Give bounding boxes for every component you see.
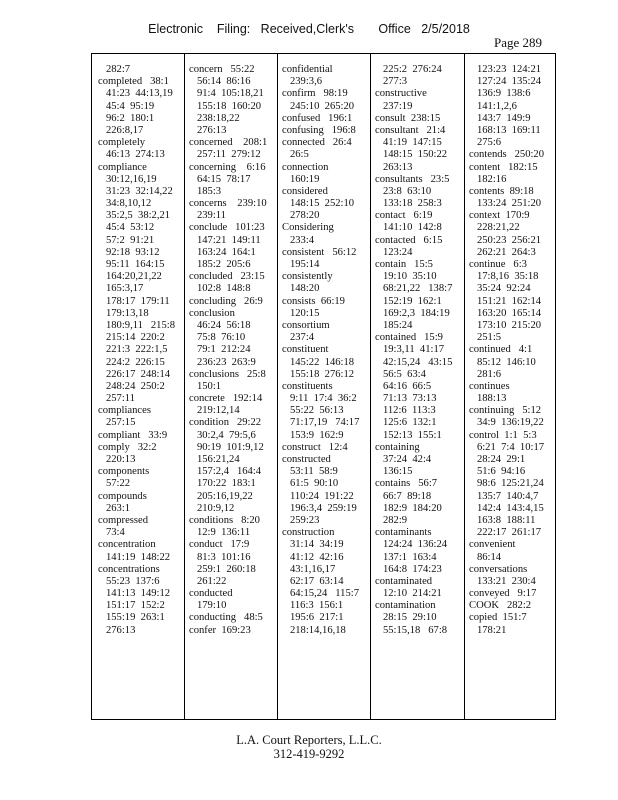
- index-line: conclude 101:23: [189, 222, 265, 234]
- index-column-3: [282, 64, 373, 637]
- index-line: 277:3: [375, 76, 408, 88]
- index-line: 262:21 264:3: [469, 246, 536, 258]
- index-line: constructed: [282, 454, 331, 465]
- index-line: 276:13: [98, 624, 136, 636]
- index-line: 257:11: [98, 393, 135, 405]
- index-line: compliances: [98, 405, 151, 417]
- index-line: 112:6 113:3: [375, 405, 436, 417]
- index-line: 163:8 188:11: [469, 514, 536, 526]
- index-line: 30:12,16,19: [98, 173, 157, 185]
- index-line: continuing 5:12: [469, 405, 542, 417]
- index-line: 239:11: [189, 210, 226, 222]
- index-line: 110:24 191:22: [282, 490, 354, 502]
- index-line: compressed: [98, 514, 149, 526]
- index-line: consistent 56:12: [282, 246, 357, 258]
- index-line: contains 56:7: [375, 478, 438, 490]
- index-line: 282:9: [375, 514, 408, 526]
- index-line: constructive: [375, 88, 427, 100]
- index-line: 23:8 63:10: [375, 185, 432, 197]
- index-line: 205:16,19,22: [189, 490, 253, 502]
- index-line: concentrations: [98, 563, 160, 575]
- index-line: 17:8,16 35:18: [469, 271, 539, 283]
- index-line: 248:24 250:2: [98, 380, 165, 392]
- index-line: 185:2 205:6: [189, 259, 251, 270]
- index-line: 31:23 32:14,22: [98, 185, 173, 197]
- index-line: 125:6 132:1: [375, 417, 437, 429]
- index-line: concerning 6:16: [189, 161, 266, 173]
- index-line: 210:9,12: [189, 502, 235, 514]
- index-line: 215:14 220:2: [98, 332, 165, 344]
- word-index-frame: [91, 53, 556, 720]
- index-line: contact 6:19: [375, 210, 433, 222]
- index-line: 259:23: [282, 514, 320, 526]
- index-line: 169:2,3 184:19: [375, 307, 450, 319]
- index-line: 45:4 95:19: [98, 100, 155, 112]
- index-line: 196:3,4 259:19: [282, 502, 357, 514]
- index-line: 51:6 94:16: [469, 466, 526, 478]
- index-line: 148:15 150:22: [375, 149, 448, 161]
- index-line: concern 55:22: [189, 64, 255, 75]
- index-line: considered: [282, 185, 328, 197]
- index-line: confused 196:1: [282, 112, 353, 124]
- index-line: 152:13 155:1: [375, 429, 442, 441]
- index-line: contents 89:18: [469, 185, 534, 197]
- index-line: 185:24: [375, 319, 413, 331]
- index-line: 55:15,18 67:8: [375, 624, 448, 636]
- index-line: construction: [282, 527, 335, 539]
- index-line: 147:21 149:11: [189, 234, 261, 246]
- index-line: connection: [282, 161, 329, 173]
- index-line: context 170:9: [469, 210, 530, 222]
- index-line: comply 32:2: [98, 441, 157, 453]
- index-line: 188:13: [469, 393, 507, 405]
- index-line: consists 66:19: [282, 295, 345, 307]
- index-line: 141:10 142:8: [375, 222, 442, 234]
- index-line: continues: [469, 380, 510, 392]
- index-line: 28:15 29:10: [375, 612, 437, 624]
- index-line: 133:24 251:20: [469, 198, 542, 210]
- index-line: 263:1: [98, 502, 131, 514]
- index-line: 19:10 35:10: [375, 271, 437, 283]
- index-line: 168:13 169:11: [469, 124, 541, 136]
- index-line: 178:21: [469, 624, 507, 636]
- index-line: 257:11 279:12: [189, 149, 261, 161]
- index-line: concluding 26:9: [189, 295, 263, 307]
- index-line: concerned 208:1: [189, 137, 268, 149]
- index-line: 137:1 163:4: [375, 551, 437, 563]
- index-line: 95:11 164:15: [98, 259, 165, 270]
- index-line: conducting 48:5: [189, 612, 263, 624]
- index-line: 55:23 137:6: [98, 575, 160, 587]
- index-line: 219:12,14: [189, 405, 240, 417]
- index-line: 163:24 164:1: [189, 246, 256, 258]
- index-line: consultants 23:5: [375, 173, 450, 185]
- index-line: 41:19 147:15: [375, 137, 442, 149]
- index-line: contaminated: [375, 575, 433, 587]
- index-line: 222:17 261:17: [469, 527, 542, 539]
- index-line: confer 169:23: [189, 624, 251, 636]
- index-line: 233:4: [282, 234, 315, 246]
- index-line: contamination: [375, 600, 436, 612]
- index-line: 182:16: [469, 173, 507, 185]
- index-line: 153:9 162:9: [282, 429, 344, 441]
- index-line: 148:15 252:10: [282, 198, 355, 210]
- index-line: consultant 21:4: [375, 124, 446, 136]
- index-line: 275:6: [469, 137, 502, 149]
- index-line: contends 250:20: [469, 149, 545, 161]
- index-line: 150:1: [189, 380, 222, 392]
- index-line: 225:2 276:24: [375, 64, 442, 75]
- index-line: 164:20,21,22: [98, 271, 162, 283]
- index-line: 239:3,6: [282, 76, 323, 88]
- index-line: copied 151:7: [469, 612, 527, 624]
- index-line: 53:11 58:9: [282, 466, 338, 478]
- index-line: 180:9,11 215:8: [98, 319, 176, 331]
- index-line: 42:15,24 43:15: [375, 356, 453, 368]
- index-line: 64:15,24 115:7: [282, 588, 360, 600]
- index-line: 141:19 148:22: [98, 551, 171, 563]
- index-line: 237:19: [375, 100, 413, 112]
- index-line: 19:3,11 41:17: [375, 344, 445, 356]
- index-line: 224:2 226:15: [98, 356, 165, 368]
- index-line: 96:2 180:1: [98, 112, 155, 124]
- index-line: 56:14 86:16: [189, 76, 251, 88]
- index-line: 155:18 276:12: [282, 368, 355, 380]
- index-line: 133:18 258:3: [375, 198, 442, 210]
- index-line: confirm 98:19: [282, 88, 348, 100]
- index-line: 66:7 89:18: [375, 490, 432, 502]
- index-line: 45:4 53:12: [98, 222, 155, 234]
- index-line: 75:8 76:10: [189, 332, 246, 344]
- index-line: concerns 239:10: [189, 198, 267, 210]
- index-line: completed 38:1: [98, 76, 169, 88]
- index-line: constituents: [282, 380, 333, 392]
- index-line: 251:5: [469, 332, 502, 344]
- index-line: 143:7 149:9: [469, 112, 531, 124]
- index-line: continued 4:1: [469, 344, 533, 356]
- footer: [0, 734, 618, 761]
- index-line: 79:1 212:24: [189, 344, 251, 356]
- index-line: continue 6:3: [469, 259, 527, 270]
- index-line: 92:18 93:12: [98, 246, 160, 258]
- index-line: containing: [375, 441, 420, 453]
- index-line: 236:23 263:9: [189, 356, 256, 368]
- index-line: 259:1 260:18: [189, 563, 256, 575]
- index-line: concentration: [98, 539, 156, 551]
- filing-header: Electronic Filing: Received,Clerk's Office 2/5/2018: [148, 22, 470, 36]
- index-line: conduct 17:9: [189, 539, 250, 551]
- index-line: conclusions 25:8: [189, 368, 266, 380]
- index-line: 35:24 92:24: [469, 283, 531, 295]
- index-line: 164:8 174:23: [375, 563, 442, 575]
- index-line: 116:3 156:1: [282, 600, 344, 612]
- index-line: 123:23 124:21: [469, 64, 542, 75]
- index-line: 179:13,18: [98, 307, 149, 319]
- index-line: 218:14,16,18: [282, 624, 346, 636]
- index-column-2: [189, 64, 280, 637]
- index-line: 141:13 149:12: [98, 588, 171, 600]
- index-line: 73:4: [98, 527, 125, 539]
- index-line: 34:8,10,12: [98, 198, 152, 210]
- index-line: concrete 192:14: [189, 393, 263, 405]
- index-line: constituent: [282, 344, 329, 356]
- index-line: 228:21,22: [469, 222, 520, 234]
- index-line: 282:7: [98, 64, 131, 75]
- index-line: 46:13 274:13: [98, 149, 165, 161]
- index-line: 221:3 222:1,5: [98, 344, 168, 356]
- index-line: conducted: [189, 588, 233, 600]
- index-line: 238:18,22: [189, 112, 240, 124]
- index-line: 124:24 136:24: [375, 539, 448, 551]
- index-line: 30:2,4 79:5,6: [189, 429, 256, 441]
- index-line: 12:10 214:21: [375, 588, 442, 600]
- index-line: condition 29:22: [189, 417, 262, 429]
- index-line: 226:8,17: [98, 124, 144, 136]
- index-line: 195:6 217:1: [282, 612, 344, 624]
- index-line: conclusion: [189, 307, 235, 319]
- index-line: 151:17 152:2: [98, 600, 165, 612]
- index-line: compliance: [98, 161, 147, 173]
- index-line: 57:22: [98, 478, 131, 490]
- index-line: 86:14: [469, 551, 502, 563]
- index-line: 127:24 135:24: [469, 76, 542, 88]
- index-line: compliant 33:9: [98, 429, 168, 441]
- index-line: 276:13: [189, 124, 227, 136]
- index-line: 120:15: [282, 307, 320, 319]
- index-line: 64:15 78:17: [189, 173, 251, 185]
- index-line: 71:17,19 74:17: [282, 417, 360, 429]
- index-line: 148:20: [282, 283, 320, 295]
- index-line: 34:9 136:19,22: [469, 417, 544, 429]
- index-line: 220:13: [98, 454, 136, 465]
- index-line: conversations: [469, 563, 528, 575]
- index-line: 9:11 17:4 36:2: [282, 393, 357, 405]
- index-line: 135:7 140:4,7: [469, 490, 539, 502]
- index-line: 156:21,24: [189, 454, 240, 465]
- index-line: 145:22 146:18: [282, 356, 355, 368]
- index-line: compounds: [98, 490, 147, 502]
- index-line: COOK 282:2: [469, 600, 532, 612]
- index-line: consortium: [282, 319, 330, 331]
- index-line: Considering: [282, 222, 334, 234]
- index-line: conveyed 9:17: [469, 588, 537, 600]
- index-line: 278:20: [282, 210, 320, 222]
- index-line: 91:4 105:18,21: [189, 88, 264, 100]
- index-line: connected 26:4: [282, 137, 352, 149]
- index-line: 26:5: [282, 149, 309, 161]
- index-line: contaminants: [375, 527, 432, 539]
- index-line: construct 12:4: [282, 441, 348, 453]
- index-line: 178:17 179:11: [98, 295, 170, 307]
- index-line: 250:23 256:21: [469, 234, 542, 246]
- index-line: 142:4 143:4,15: [469, 502, 544, 514]
- index-line: 6:21 7:4 10:17: [469, 441, 545, 453]
- index-line: 102:8 148:8: [189, 283, 251, 295]
- index-line: 133:21 230:4: [469, 575, 536, 587]
- index-line: 12:9 136:11: [189, 527, 251, 539]
- index-line: 263:13: [375, 161, 413, 173]
- index-line: components: [98, 466, 150, 478]
- index-line: 179:10: [189, 600, 227, 612]
- index-line: 136:15: [375, 466, 413, 478]
- index-line: 157:2,4 164:4: [189, 466, 262, 478]
- index-line: completely: [98, 137, 146, 149]
- index-line: 31:14 34:19: [282, 539, 344, 551]
- index-line: contained 15:9: [375, 332, 443, 344]
- index-line: 41:23 44:13,19: [98, 88, 173, 100]
- index-line: control 1:1 5:3: [469, 429, 537, 441]
- index-line: 165:3,17: [98, 283, 144, 295]
- index-line: 81:3 101:16: [189, 551, 251, 563]
- index-line: 37:24 42:4: [375, 454, 432, 465]
- page-number: Page 289: [494, 35, 543, 50]
- index-line: 62:17 63:14: [282, 575, 344, 587]
- index-line: convenient: [469, 539, 516, 551]
- index-line: 61:5 90:10: [282, 478, 339, 490]
- index-line: 55:22 56:13: [282, 405, 344, 417]
- index-line: 85:12 146:10: [469, 356, 536, 368]
- index-line: 68:21,22 138:7: [375, 283, 453, 295]
- index-line: 261:22: [189, 575, 227, 587]
- index-line: 141:1,2,6: [469, 100, 517, 112]
- index-line: 71:13 73:13: [375, 393, 437, 405]
- index-line: 28:24 29:1: [469, 454, 526, 465]
- index-line: content 182:15: [469, 161, 538, 173]
- index-line: 155:18 160:20: [189, 100, 262, 112]
- index-line: 245:10 265:20: [282, 100, 355, 112]
- index-line: 257:15: [98, 417, 136, 429]
- index-line: consistently: [282, 271, 333, 283]
- index-line: 170:22 183:1: [189, 478, 256, 490]
- index-line: 160:19: [282, 173, 320, 185]
- index-line: 195:14: [282, 259, 320, 270]
- index-column-5: [469, 64, 560, 637]
- index-line: 57:2 91:21: [98, 234, 155, 246]
- index-line: confidential: [282, 64, 333, 75]
- index-line: 152:19 162:1: [375, 295, 442, 307]
- index-line: conditions 8:20: [189, 514, 260, 526]
- index-line: 237:4: [282, 332, 315, 344]
- index-line: 98:6 125:21,24: [469, 478, 544, 490]
- index-line: 185:3: [189, 185, 222, 197]
- index-line: 35:2,5 38:2,21: [98, 210, 171, 222]
- index-line: 123:24: [375, 246, 413, 258]
- index-column-4: [375, 64, 466, 637]
- index-line: 46:24 56:18: [189, 319, 251, 331]
- index-line: 90:19 101:9,12: [189, 441, 264, 453]
- index-line: 64:16 66:5: [375, 380, 432, 392]
- index-column-1: [98, 64, 189, 637]
- index-line: 163:20 165:14: [469, 307, 542, 319]
- index-line: 226:17 248:14: [98, 368, 171, 380]
- index-line: 281:6: [469, 368, 502, 380]
- footer-phone: 312-419-9292: [273, 746, 345, 761]
- index-line: consult 238:15: [375, 112, 441, 124]
- index-line: 173:10 215:20: [469, 319, 542, 331]
- index-line: contacted 6:15: [375, 234, 443, 246]
- index-line: 43:1,16,17: [282, 563, 336, 575]
- footer-company: L.A. Court Reporters, L.L.C.: [236, 733, 382, 747]
- index-line: 151:21 162:14: [469, 295, 542, 307]
- index-line: 136:9 138:6: [469, 88, 531, 100]
- index-line: 56:5 63:4: [375, 368, 426, 380]
- index-line: 182:9 184:20: [375, 502, 442, 514]
- index-line: 41:12 42:16: [282, 551, 344, 563]
- index-line: concluded 23:15: [189, 271, 265, 283]
- index-line: 155:19 263:1: [98, 612, 165, 624]
- index-line: contain 15:5: [375, 259, 433, 270]
- index-line: confusing 196:8: [282, 124, 356, 136]
